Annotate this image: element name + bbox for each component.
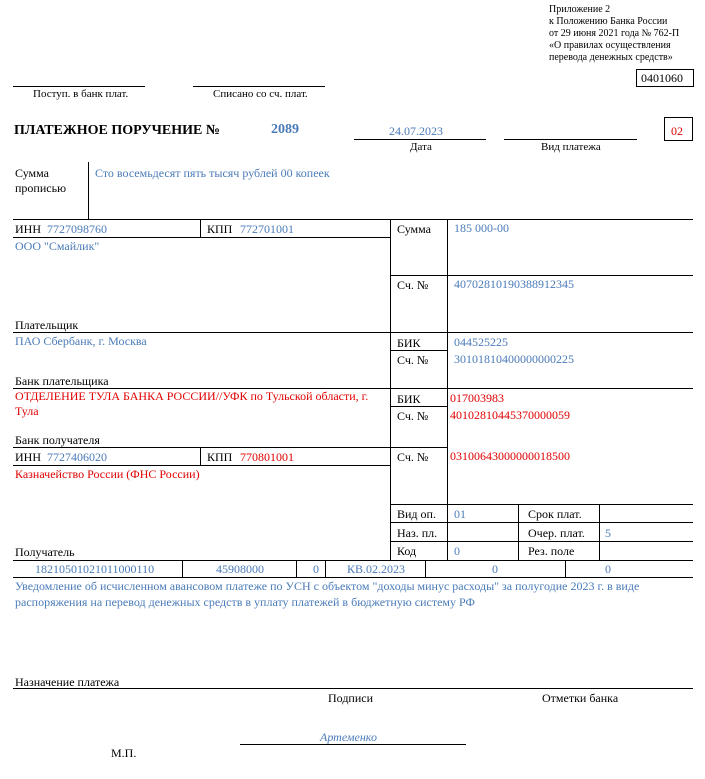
date-label: Дата: [410, 141, 432, 153]
payee-kpp: 770801001: [240, 450, 294, 464]
payer-name: ООО "Смайлик": [15, 239, 100, 253]
code-label: Код: [397, 544, 417, 558]
payment-type-label: Вид платежа: [541, 141, 601, 153]
payer-kpp: 772701001: [240, 222, 294, 236]
term-label: Срок плат.: [528, 507, 582, 521]
signatures-label: Подписи: [328, 691, 374, 705]
status-code: 02: [671, 124, 683, 138]
budget-oktmo: 45908000: [216, 562, 264, 576]
budget-basis: 0: [313, 562, 319, 576]
op-type: 01: [454, 507, 466, 521]
appendix-line: перевода денежных средств»: [549, 52, 673, 63]
payer-bank-bik-label: БИК: [397, 336, 421, 350]
payee-bank-name: ОТДЕЛЕНИЕ ТУЛА БАНКА РОССИИ//УФК по Тульской области, г. Тула: [15, 389, 369, 418]
budget-doc-number: 0: [492, 562, 498, 576]
amount-words-value: Сто восемьдесят пять тысяч рублей 00 копеек: [95, 166, 330, 180]
payer-bank-name: ПАО Сбербанк, г. Москва: [15, 334, 147, 348]
order-number: 2089: [271, 122, 299, 137]
order-date: 24.07.2023: [389, 124, 443, 138]
priority-label: Очер. плат.: [528, 526, 585, 540]
payer-inn: 7727098760: [47, 222, 107, 236]
purpose-code-label: Наз. пл.: [397, 526, 438, 540]
budget-doc-date: 0: [605, 562, 611, 576]
payee-bank-bik-label: БИК: [397, 392, 421, 406]
purpose-label: Назначение платежа: [15, 675, 120, 689]
form-code: 0401060: [641, 71, 683, 85]
debited-label: Списано со сч. плат.: [213, 88, 308, 100]
appendix-line: Приложение 2: [549, 4, 611, 15]
priority-value: 5: [605, 526, 611, 540]
payee-bank-account-label: Сч. №: [397, 409, 429, 423]
received-label: Поступ. в банк плат.: [33, 88, 129, 100]
bank-marks-label: Отметки банка: [542, 691, 619, 705]
payer-label: Плательщик: [15, 318, 79, 332]
payer-amount: 185 000-00: [454, 221, 509, 235]
payee-account-label: Сч. №: [397, 450, 429, 464]
payer-bank-bik: 044525225: [454, 335, 508, 349]
purpose-text: Уведомление об исчисленном авансовом платеже по УСН с объектом "доходы минус расходы" за полугодие 2023 г. в виде распоряжения на перевод денежных средств в уплату платежей в бюджетную систему РФ: [15, 579, 640, 609]
payee-name: Казначейство России (ФНС России): [15, 467, 200, 481]
appendix-line: от 29 июня 2021 года № 762-П: [549, 28, 680, 39]
payer-account: 40702810190388912345: [454, 277, 574, 291]
appendix-line: «О правилах осуществления: [549, 40, 671, 51]
payer-amount-label: Сумма: [397, 222, 431, 236]
amount-words-label: Сумма: [15, 166, 49, 180]
appendix-note: [549, 4, 699, 64]
payer-account-label: Сч. №: [397, 278, 429, 292]
payee-account: 03100643000000018500: [450, 449, 570, 463]
signature: Артеменко: [320, 730, 377, 744]
appendix-line: к Положению Банка России: [549, 16, 668, 27]
payee-inn: 7727406020: [47, 450, 107, 464]
payee-bank-account: 40102810445370000059: [450, 408, 570, 422]
payee-kpp-label: КПП: [207, 450, 233, 464]
payer-inn-label: ИНН: [15, 222, 41, 236]
code-value: 0: [454, 544, 460, 558]
payee-label: Получатель: [15, 545, 75, 559]
payer-bank-account: 30101810400000000225: [454, 352, 574, 366]
page-title: ПЛАТЕЖНОЕ ПОРУЧЕНИЕ №: [14, 123, 220, 138]
op-type-label: Вид оп.: [397, 507, 436, 521]
reserve-label: Рез. поле: [528, 544, 575, 558]
payee-bank-label: Банк получателя: [15, 433, 100, 447]
payee-inn-label: ИНН: [15, 450, 41, 464]
payee-bank-bik: 017003983: [450, 391, 504, 405]
payer-bank-label: Банк плательщика: [15, 374, 109, 388]
stamp-label: М.П.: [111, 746, 137, 760]
amount-words-label-2: прописью: [15, 181, 67, 195]
payer-bank-account-label: Сч. №: [397, 353, 429, 367]
budget-period: КВ.02.2023: [347, 562, 406, 576]
payer-kpp-label: КПП: [207, 222, 233, 236]
budget-kbk: 18210501021011000110: [35, 562, 155, 576]
